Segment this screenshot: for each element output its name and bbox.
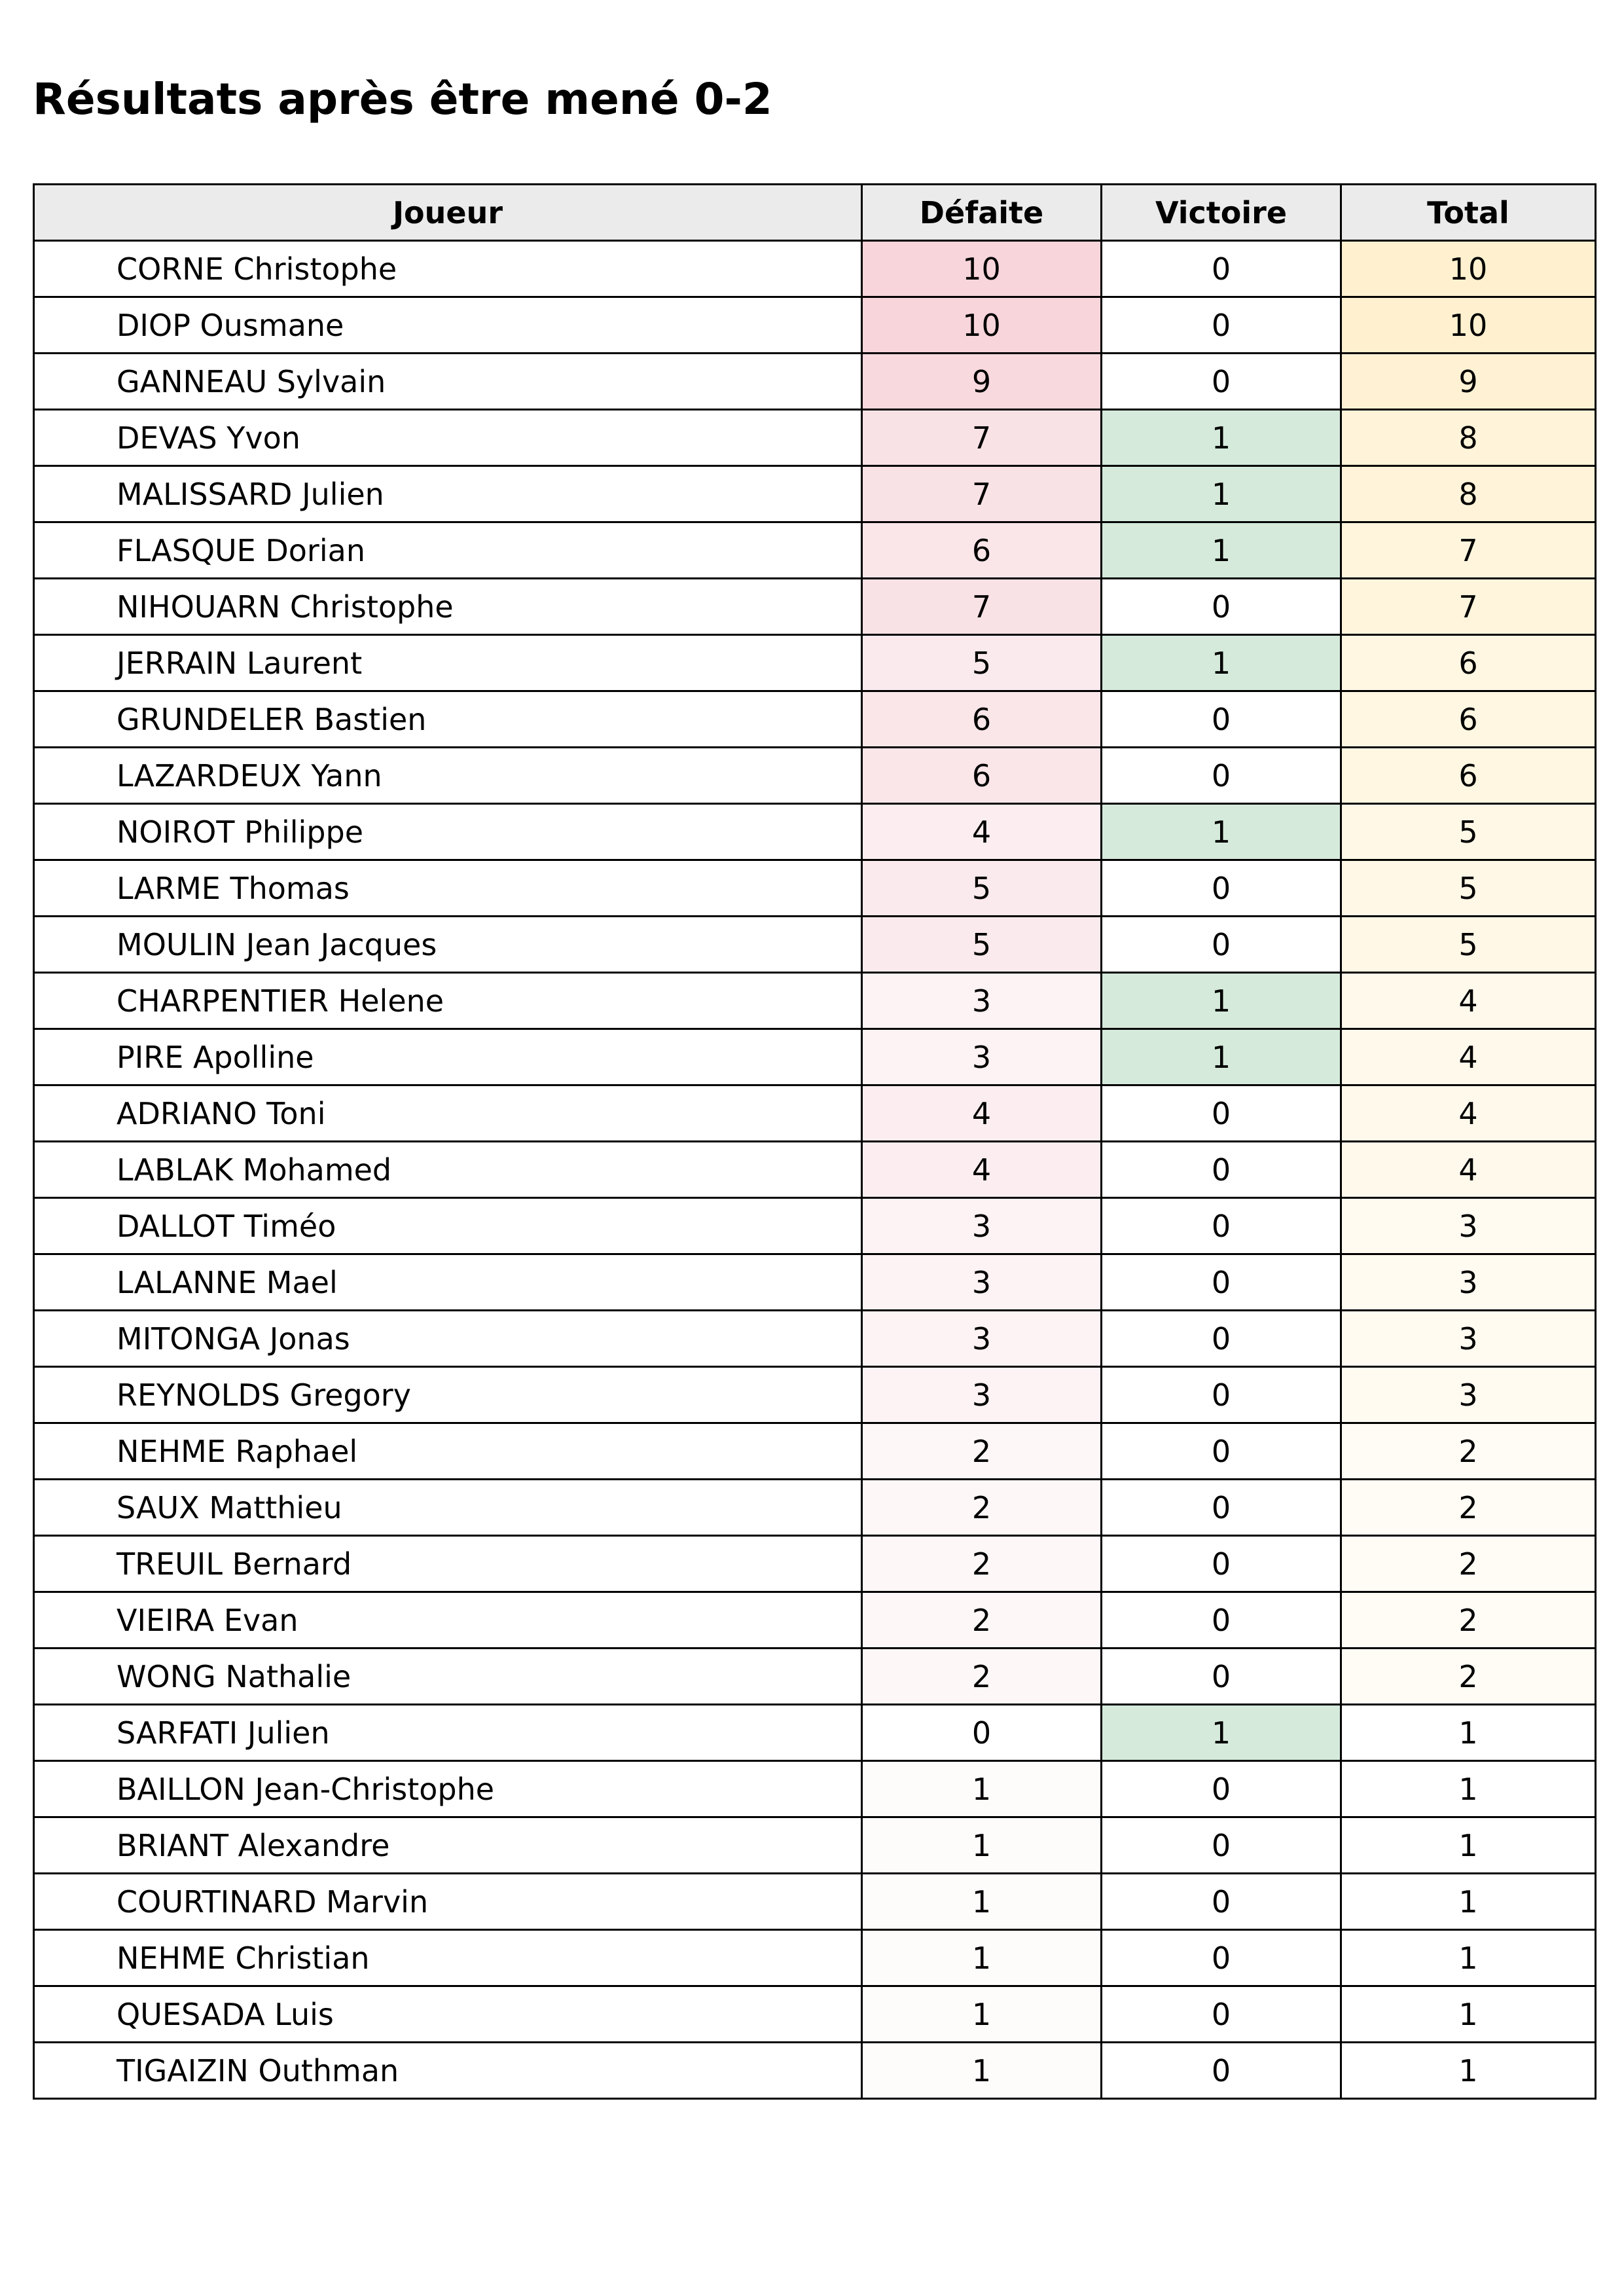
total-cell: 10 bbox=[1341, 297, 1596, 354]
table-row bbox=[34, 691, 1596, 748]
wins-cell: 0 bbox=[1102, 748, 1341, 804]
wins-cell: 0 bbox=[1102, 1930, 1341, 1986]
total-cell: 5 bbox=[1341, 804, 1596, 860]
table-row bbox=[34, 1817, 1596, 1874]
defeats-cell: 2 bbox=[862, 1592, 1102, 1649]
wins-cell: 0 bbox=[1102, 297, 1341, 354]
wins-cell: 0 bbox=[1102, 1536, 1341, 1592]
defeats-cell: 1 bbox=[862, 1874, 1102, 1930]
table-row bbox=[34, 1874, 1596, 1930]
header-total: Total bbox=[1341, 185, 1596, 241]
player-name-cell: MITONGA Jonas bbox=[34, 1311, 862, 1367]
total-cell: 7 bbox=[1341, 579, 1596, 635]
total-cell: 3 bbox=[1341, 1367, 1596, 1423]
total-cell: 6 bbox=[1341, 691, 1596, 748]
wins-cell: 0 bbox=[1102, 1085, 1341, 1142]
wins-cell: 0 bbox=[1102, 1874, 1341, 1930]
wins-cell: 0 bbox=[1102, 241, 1341, 297]
total-cell: 4 bbox=[1341, 1085, 1596, 1142]
player-name-cell: NEHME Christian bbox=[34, 1930, 862, 1986]
header-row bbox=[34, 185, 1596, 241]
defeats-cell: 3 bbox=[862, 1367, 1102, 1423]
table-row bbox=[34, 1423, 1596, 1480]
player-name-cell: TREUIL Bernard bbox=[34, 1536, 862, 1592]
wins-cell: 0 bbox=[1102, 860, 1341, 917]
total-cell: 2 bbox=[1341, 1423, 1596, 1480]
total-cell: 2 bbox=[1341, 1592, 1596, 1649]
defeats-cell: 4 bbox=[862, 804, 1102, 860]
table-row bbox=[34, 635, 1596, 691]
wins-cell: 0 bbox=[1102, 1198, 1341, 1254]
player-name-cell: SAUX Matthieu bbox=[34, 1480, 862, 1536]
defeats-cell: 2 bbox=[862, 1649, 1102, 1705]
table-row bbox=[34, 1311, 1596, 1367]
defeats-cell: 10 bbox=[862, 297, 1102, 354]
total-cell: 4 bbox=[1341, 1142, 1596, 1198]
table-row bbox=[34, 1986, 1596, 2043]
table-row bbox=[34, 410, 1596, 466]
total-cell: 1 bbox=[1341, 1817, 1596, 1874]
player-name-cell: NEHME Raphael bbox=[34, 1423, 862, 1480]
table-row bbox=[34, 297, 1596, 354]
player-name-cell: BRIANT Alexandre bbox=[34, 1817, 862, 1874]
table-row bbox=[34, 748, 1596, 804]
player-name-cell: DEVAS Yvon bbox=[34, 410, 862, 466]
table-row bbox=[34, 917, 1596, 973]
wins-cell: 0 bbox=[1102, 1142, 1341, 1198]
total-cell: 10 bbox=[1341, 241, 1596, 297]
player-name-cell: QUESADA Luis bbox=[34, 1986, 862, 2043]
wins-cell: 0 bbox=[1102, 1367, 1341, 1423]
player-name-cell: TIGAIZIN Outhman bbox=[34, 2043, 862, 2099]
wins-cell: 0 bbox=[1102, 1761, 1341, 1817]
table-row bbox=[34, 466, 1596, 522]
table-row bbox=[34, 1592, 1596, 1649]
table-row bbox=[34, 973, 1596, 1029]
total-cell: 6 bbox=[1341, 635, 1596, 691]
defeats-cell: 6 bbox=[862, 522, 1102, 579]
player-name-cell: BAILLON Jean-Christophe bbox=[34, 1761, 862, 1817]
defeats-cell: 4 bbox=[862, 1142, 1102, 1198]
wins-cell: 0 bbox=[1102, 1649, 1341, 1705]
player-name-cell: JERRAIN Laurent bbox=[34, 635, 862, 691]
defeats-cell: 7 bbox=[862, 466, 1102, 522]
player-name-cell: NOIROT Philippe bbox=[34, 804, 862, 860]
table-row bbox=[34, 1705, 1596, 1761]
defeats-cell: 1 bbox=[862, 1817, 1102, 1874]
table-row bbox=[34, 1085, 1596, 1142]
defeats-cell: 9 bbox=[862, 354, 1102, 410]
defeats-cell: 6 bbox=[862, 748, 1102, 804]
player-name-cell: NIHOUARN Christophe bbox=[34, 579, 862, 635]
player-name-cell: ADRIANO Toni bbox=[34, 1085, 862, 1142]
wins-cell: 0 bbox=[1102, 917, 1341, 973]
table-row bbox=[34, 804, 1596, 860]
total-cell: 7 bbox=[1341, 522, 1596, 579]
wins-cell: 0 bbox=[1102, 354, 1341, 410]
wins-cell: 0 bbox=[1102, 1817, 1341, 1874]
wins-cell: 0 bbox=[1102, 2043, 1341, 2099]
defeats-cell: 1 bbox=[862, 1930, 1102, 1986]
player-name-cell: DIOP Ousmane bbox=[34, 297, 862, 354]
defeats-cell: 6 bbox=[862, 691, 1102, 748]
wins-cell: 1 bbox=[1102, 410, 1341, 466]
total-cell: 2 bbox=[1341, 1649, 1596, 1705]
total-cell: 1 bbox=[1341, 1705, 1596, 1761]
player-name-cell: SARFATI Julien bbox=[34, 1705, 862, 1761]
table-row bbox=[34, 1367, 1596, 1423]
table-row bbox=[34, 2043, 1596, 2099]
wins-cell: 0 bbox=[1102, 1592, 1341, 1649]
total-cell: 8 bbox=[1341, 466, 1596, 522]
player-name-cell: LABLAK Mohamed bbox=[34, 1142, 862, 1198]
defeats-cell: 2 bbox=[862, 1480, 1102, 1536]
total-cell: 2 bbox=[1341, 1536, 1596, 1592]
table-header bbox=[34, 185, 1596, 241]
wins-cell: 0 bbox=[1102, 1311, 1341, 1367]
total-cell: 1 bbox=[1341, 2043, 1596, 2099]
table-body bbox=[34, 241, 1596, 2099]
defeats-cell: 3 bbox=[862, 1254, 1102, 1311]
player-name-cell: GRUNDELER Bastien bbox=[34, 691, 862, 748]
defeats-cell: 2 bbox=[862, 1536, 1102, 1592]
wins-cell: 0 bbox=[1102, 691, 1341, 748]
defeats-cell: 3 bbox=[862, 1311, 1102, 1367]
defeats-cell: 5 bbox=[862, 860, 1102, 917]
defeats-cell: 1 bbox=[862, 1986, 1102, 2043]
table-row bbox=[34, 1649, 1596, 1705]
defeats-cell: 5 bbox=[862, 917, 1102, 973]
header-defeats: Défaite bbox=[862, 185, 1102, 241]
table-row bbox=[34, 1480, 1596, 1536]
defeats-cell: 1 bbox=[862, 2043, 1102, 2099]
player-name-cell: REYNOLDS Gregory bbox=[34, 1367, 862, 1423]
player-name-cell: GANNEAU Sylvain bbox=[34, 354, 862, 410]
player-name-cell: CORNE Christophe bbox=[34, 241, 862, 297]
table-row bbox=[34, 1198, 1596, 1254]
defeats-cell: 1 bbox=[862, 1761, 1102, 1817]
total-cell: 1 bbox=[1341, 1986, 1596, 2043]
total-cell: 3 bbox=[1341, 1198, 1596, 1254]
wins-cell: 1 bbox=[1102, 804, 1341, 860]
defeats-cell: 10 bbox=[862, 241, 1102, 297]
defeats-cell: 2 bbox=[862, 1423, 1102, 1480]
table-row bbox=[34, 1142, 1596, 1198]
table-row bbox=[34, 1536, 1596, 1592]
table-row bbox=[34, 579, 1596, 635]
defeats-cell: 7 bbox=[862, 579, 1102, 635]
wins-cell: 1 bbox=[1102, 466, 1341, 522]
wins-cell: 1 bbox=[1102, 1029, 1341, 1085]
total-cell: 1 bbox=[1341, 1761, 1596, 1817]
total-cell: 9 bbox=[1341, 354, 1596, 410]
defeats-cell: 3 bbox=[862, 1029, 1102, 1085]
table-row bbox=[34, 1254, 1596, 1311]
total-cell: 5 bbox=[1341, 860, 1596, 917]
defeats-cell: 3 bbox=[862, 973, 1102, 1029]
player-name-cell: LAZARDEUX Yann bbox=[34, 748, 862, 804]
table-row bbox=[34, 354, 1596, 410]
wins-cell: 1 bbox=[1102, 1705, 1341, 1761]
total-cell: 6 bbox=[1341, 748, 1596, 804]
player-name-cell: DALLOT Timéo bbox=[34, 1198, 862, 1254]
total-cell: 4 bbox=[1341, 973, 1596, 1029]
total-cell: 4 bbox=[1341, 1029, 1596, 1085]
player-name-cell: PIRE Apolline bbox=[34, 1029, 862, 1085]
total-cell: 8 bbox=[1341, 410, 1596, 466]
header-wins: Victoire bbox=[1102, 185, 1341, 241]
defeats-cell: 7 bbox=[862, 410, 1102, 466]
table-row bbox=[34, 1930, 1596, 1986]
defeats-cell: 4 bbox=[862, 1085, 1102, 1142]
wins-cell: 0 bbox=[1102, 579, 1341, 635]
player-name-cell: VIEIRA Evan bbox=[34, 1592, 862, 1649]
wins-cell: 1 bbox=[1102, 635, 1341, 691]
defeats-cell: 5 bbox=[862, 635, 1102, 691]
player-name-cell: WONG Nathalie bbox=[34, 1649, 862, 1705]
player-name-cell: MOULIN Jean Jacques bbox=[34, 917, 862, 973]
player-name-cell: LARME Thomas bbox=[34, 860, 862, 917]
wins-cell: 0 bbox=[1102, 1254, 1341, 1311]
total-cell: 1 bbox=[1341, 1874, 1596, 1930]
header-player: Joueur bbox=[34, 185, 862, 241]
player-name-cell: FLASQUE Dorian bbox=[34, 522, 862, 579]
wins-cell: 1 bbox=[1102, 522, 1341, 579]
player-name-cell: MALISSARD Julien bbox=[34, 466, 862, 522]
total-cell: 5 bbox=[1341, 917, 1596, 973]
table-row bbox=[34, 1761, 1596, 1817]
table-row bbox=[34, 1029, 1596, 1085]
wins-cell: 1 bbox=[1102, 973, 1341, 1029]
wins-cell: 0 bbox=[1102, 1986, 1341, 2043]
table-row bbox=[34, 522, 1596, 579]
page-title: Résultats après être mené 0-2 bbox=[33, 74, 772, 124]
defeats-cell: 0 bbox=[862, 1705, 1102, 1761]
player-name-cell: COURTINARD Marvin bbox=[34, 1874, 862, 1930]
defeats-cell: 3 bbox=[862, 1198, 1102, 1254]
total-cell: 3 bbox=[1341, 1254, 1596, 1311]
player-name-cell: LALANNE Mael bbox=[34, 1254, 862, 1311]
table-row bbox=[34, 860, 1596, 917]
total-cell: 2 bbox=[1341, 1480, 1596, 1536]
total-cell: 3 bbox=[1341, 1311, 1596, 1367]
wins-cell: 0 bbox=[1102, 1480, 1341, 1536]
total-cell: 1 bbox=[1341, 1930, 1596, 1986]
results-table bbox=[33, 183, 1597, 2100]
player-name-cell: CHARPENTIER Helene bbox=[34, 973, 862, 1029]
table-row bbox=[34, 241, 1596, 297]
wins-cell: 0 bbox=[1102, 1423, 1341, 1480]
